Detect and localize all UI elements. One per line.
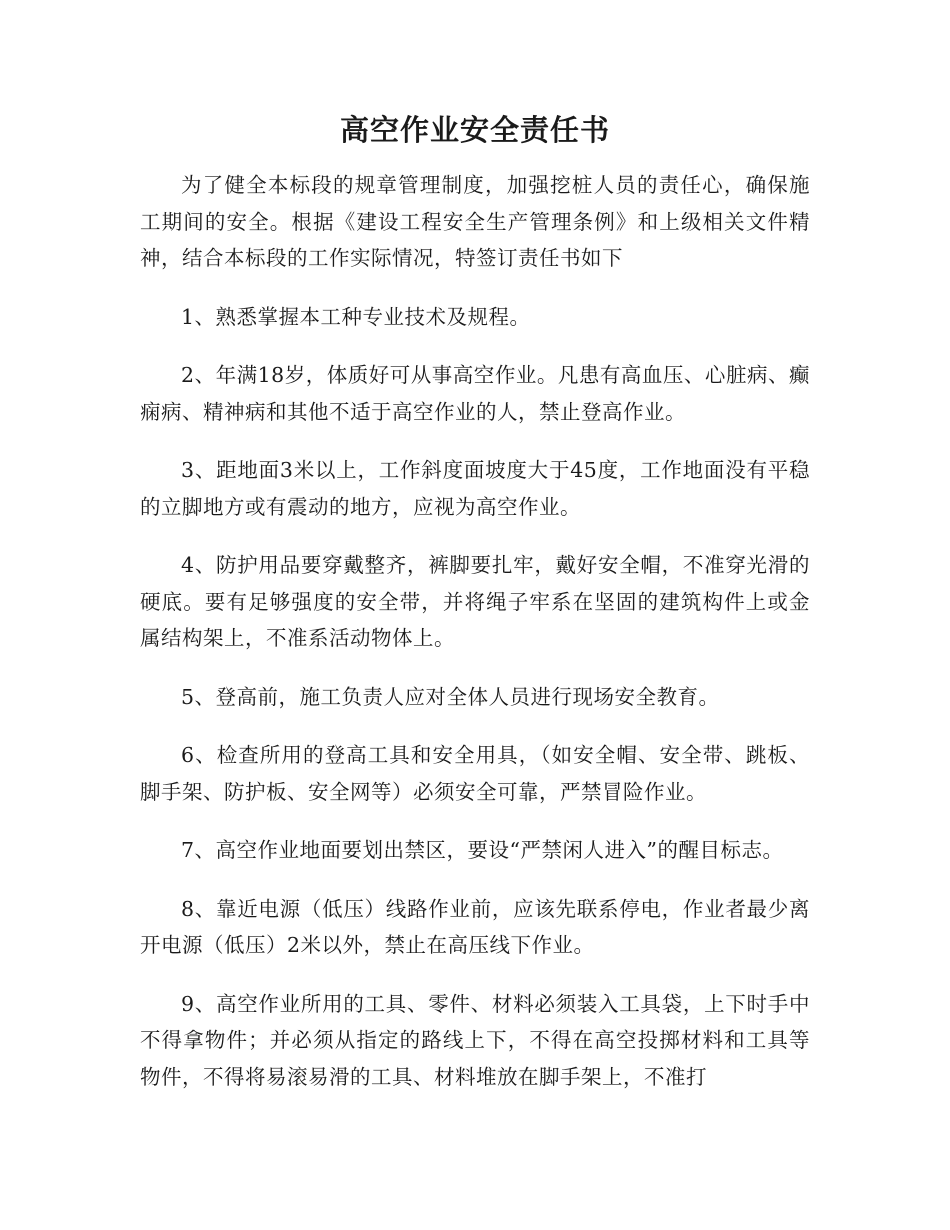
paragraph-item-3: 3、距地面3米以上，工作斜度面坡度大于45度，工作地面没有平稳的立脚地方或有震动的地方，应视为高空作业。 <box>140 458 810 519</box>
paragraph-item-5: 5、登高前，施工负责人应对全体人员进行现场安全教育。 <box>181 684 720 709</box>
document-title: 高空作业安全责任书 <box>339 113 610 147</box>
paragraph-item-7: 7、高空作业地面要划出禁区，要设“严禁闲人进入”的醒目标志。 <box>181 838 784 862</box>
paragraph-item-2: 2、年满18岁，体质好可从事高空作业。凡患有高血压、心脏病、癫痫病、精神病和其他不适于高空作业的人，禁止登高作业。 <box>140 363 810 424</box>
paragraph-item-6: 6、检查所用的登高工具和安全用具，（如安全帽、安全带、跳板、脚手架、防护板、安全网等）必须安全可靠，严禁冒险作业。 <box>140 743 810 804</box>
paragraph-item-4: 4、防护用品要穿戴整齐，裤脚要扎牢，戴好安全帽，不准穿光滑的硬底。要有足够强度的安全带，并将绳子牢系在坚固的建筑构件上或金属结构架上，不准系活动物体上。 <box>140 553 810 650</box>
document-body <box>140 167 810 1117</box>
paragraph-item-9: 9、高空作业所用的工具、零件、材料必须装入工具袋，上下时手中不得拿物件；并必须从指定的路线上下，不得在高空投掷材料和工具等物件，不得将易滚易滑的工具、材料堆放在脚手架上，不准打 <box>140 991 810 1089</box>
paragraph-item-1: 1、熟悉掌握本工种专业技术及规程。 <box>181 304 531 329</box>
paragraph-intro: 为了健全本标段的规章管理制度，加强挖桩人员的责任心，确保施工期间的安全。根据《建设工程安全生产管理条例》和上级相关文件精神，结合本标段的工作实际情况，特签订责任书如下 <box>140 173 810 270</box>
paragraph-item-8: 8、靠近电源（低压）线路作业前，应该先联系停电，作业者最少离开电源（低压）2米以外，禁止在高压线下作业。 <box>140 896 810 957</box>
